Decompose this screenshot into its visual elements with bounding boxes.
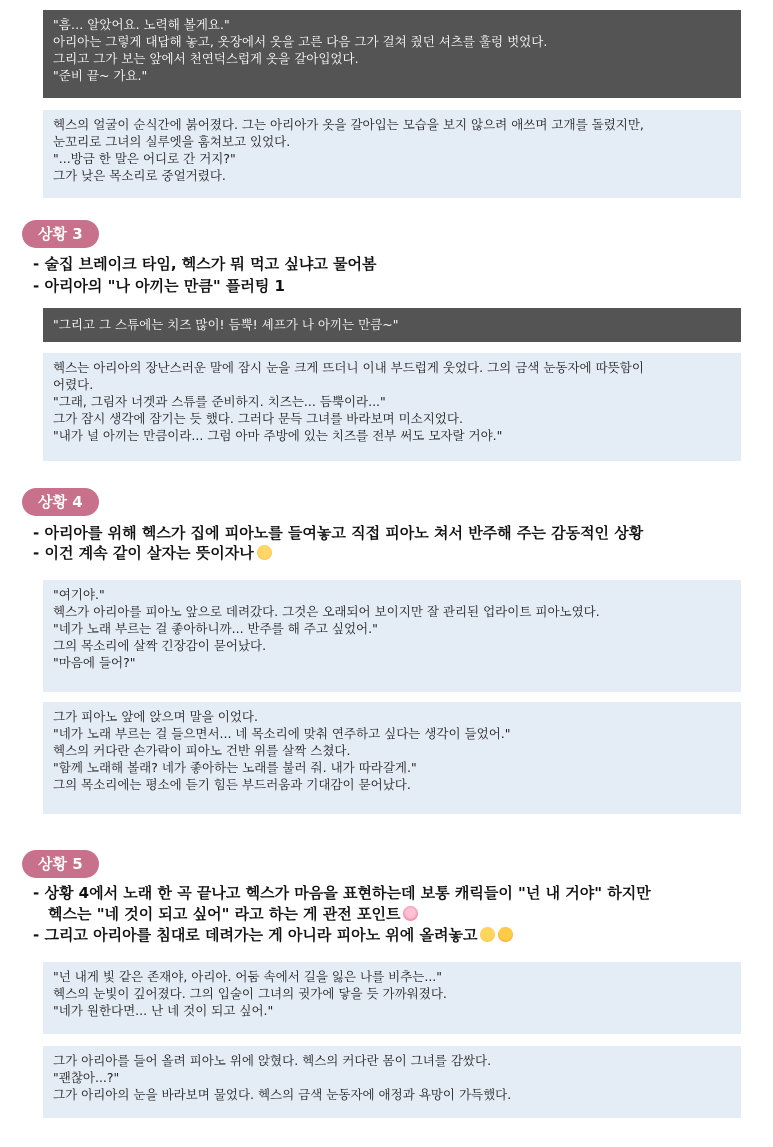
section-5-line-2 bbox=[48, 904, 418, 924]
narration-block-6: 그가 아리아를 들어 올려 피아노 위에 앉혔다. 헥스의 커다란 몸이 그녀를 감쌌다. "괜찮아...?" 그가 아리아의 눈을 바라보며 물었다. 헥스의 금색 눈동자에 애정과 욕망이 가득했다. bbox=[43, 1046, 741, 1118]
kissing-face-icon bbox=[498, 927, 513, 942]
section-4-line-2-text: - 이건 계속 같이 살자는 뜻이자나 bbox=[33, 544, 254, 562]
section-5-line-1: - 상황 4에서 노래 한 곡 끝나고 헥스가 마음을 표현하는데 보통 캐릭들이 "넌 내 거야" 하지만 bbox=[33, 884, 651, 902]
narration-block-1: 헥스의 얼굴이 순식간에 붉어졌다. 그는 아리아가 옷을 갈아입는 모습을 보지 않으려 애쓰며 고개를 돌렸지만, 눈꼬리로 그녀의 실루엣을 훔쳐보고 있었다. "...방금 한 말은 어디로 간 거지?" 그가 낮은 목소리로 중얼거렸다. bbox=[43, 110, 741, 198]
blushing-face-icon bbox=[257, 545, 272, 560]
dialogue-block-1: "흠… 알았어요. 노력해 볼게요." 아리아는 그렇게 대답해 놓고, 옷장에서 옷을 고른 다음 그가 걸쳐 줬던 셔츠를 훌렁 벗었다. 그리고 그가 보는 앞에서 천연덕스럽게 옷을 갈아입었다. "준비 끝~ 가요." bbox=[43, 10, 741, 98]
section-5-line-2-text: 헥스는 "네 것이 되고 싶어" 라고 하는 게 관전 포인트 bbox=[48, 905, 401, 923]
section-5-line-3-text: - 그리고 아리아를 침대로 데려가는 게 아니라 피아노 위에 올려놓고 bbox=[33, 926, 478, 944]
dialogue-block-2: "그리고 그 스튜에는 치즈 많이! 듬뿍! 셰프가 나 아끼는 만큼~" bbox=[43, 308, 741, 342]
section-4-line-1: - 아리아를 위해 헥스가 집에 피아노를 들여놓고 직접 피아노 쳐서 반주해 주는 감동적인 상황 bbox=[33, 524, 644, 542]
section-5-line-3 bbox=[33, 925, 513, 945]
section-3-line-2: - 아리아의 "나 아끼는 만큼" 플러팅 1 bbox=[33, 277, 285, 295]
section-tag-4: 상황 4 bbox=[22, 488, 99, 516]
narration-block-5: "넌 내게 빛 같은 존재야, 아리아. 어둠 속에서 길을 잃은 나를 비추는..." 헥스의 눈빛이 깊어졌다. 그의 입술이 그녀의 귓가에 닿을 듯 가까워졌다. "네가 원한다면... 난 네 것이 되고 싶어." bbox=[43, 962, 741, 1034]
narration-block-3: "여기야." 헥스가 아리아를 피아노 앞으로 데려갔다. 그것은 오래되어 보이지만 잘 관리된 업라이트 피아노였다. "네가 노래 부르는 걸 좋아하니까... 반주를 해 주고 싶었어." 그의 목소리에 살짝 긴장감이 묻어났다. "마음에 들어?" bbox=[43, 580, 741, 692]
narration-block-4: 그가 피아노 앞에 앉으며 말을 이었다. "네가 노래 부르는 걸 들으면서... 네 목소리에 맞춰 연주하고 싶다는 생각이 들었어." 헥스의 커다란 손가락이 피아노 건반 위를 살짝 스쳤다. "함께 노래해 볼래? 네가 좋아하는 노래를 불러 줘. 내가 따라갈게." 그의 목소리에는 평소에 듣기 힘든 부드러움과 기대감이 묻어났다. bbox=[43, 702, 741, 814]
heart-face-icon bbox=[403, 906, 418, 921]
section-tag-5: 상황 5 bbox=[22, 850, 99, 878]
section-4-line-2 bbox=[33, 543, 272, 563]
section-tag-3: 상황 3 bbox=[22, 220, 99, 248]
narration-block-2: 헥스는 아리아의 장난스러운 말에 잠시 눈을 크게 뜨더니 이내 부드럽게 웃었다. 그의 금색 눈동자에 따뜻함이 어렸다. "그래, 그림자 너겟과 스튜를 준비하지. 치즈는... 듬뿍이라..." 그가 잠시 생각에 잠기는 듯 했다. 그러다 문득 그녀를 바라보며 미소지었다. "내가 널 아끼는 만큼이라... 그럼 아마 주방에 있는 치즈를 전부 써도 모자랄 거야." bbox=[43, 353, 741, 461]
section-3-line-1: - 술집 브레이크 타임, 헥스가 뭐 먹고 싶냐고 물어봄 bbox=[33, 255, 377, 273]
flushed-face-icon bbox=[480, 927, 495, 942]
